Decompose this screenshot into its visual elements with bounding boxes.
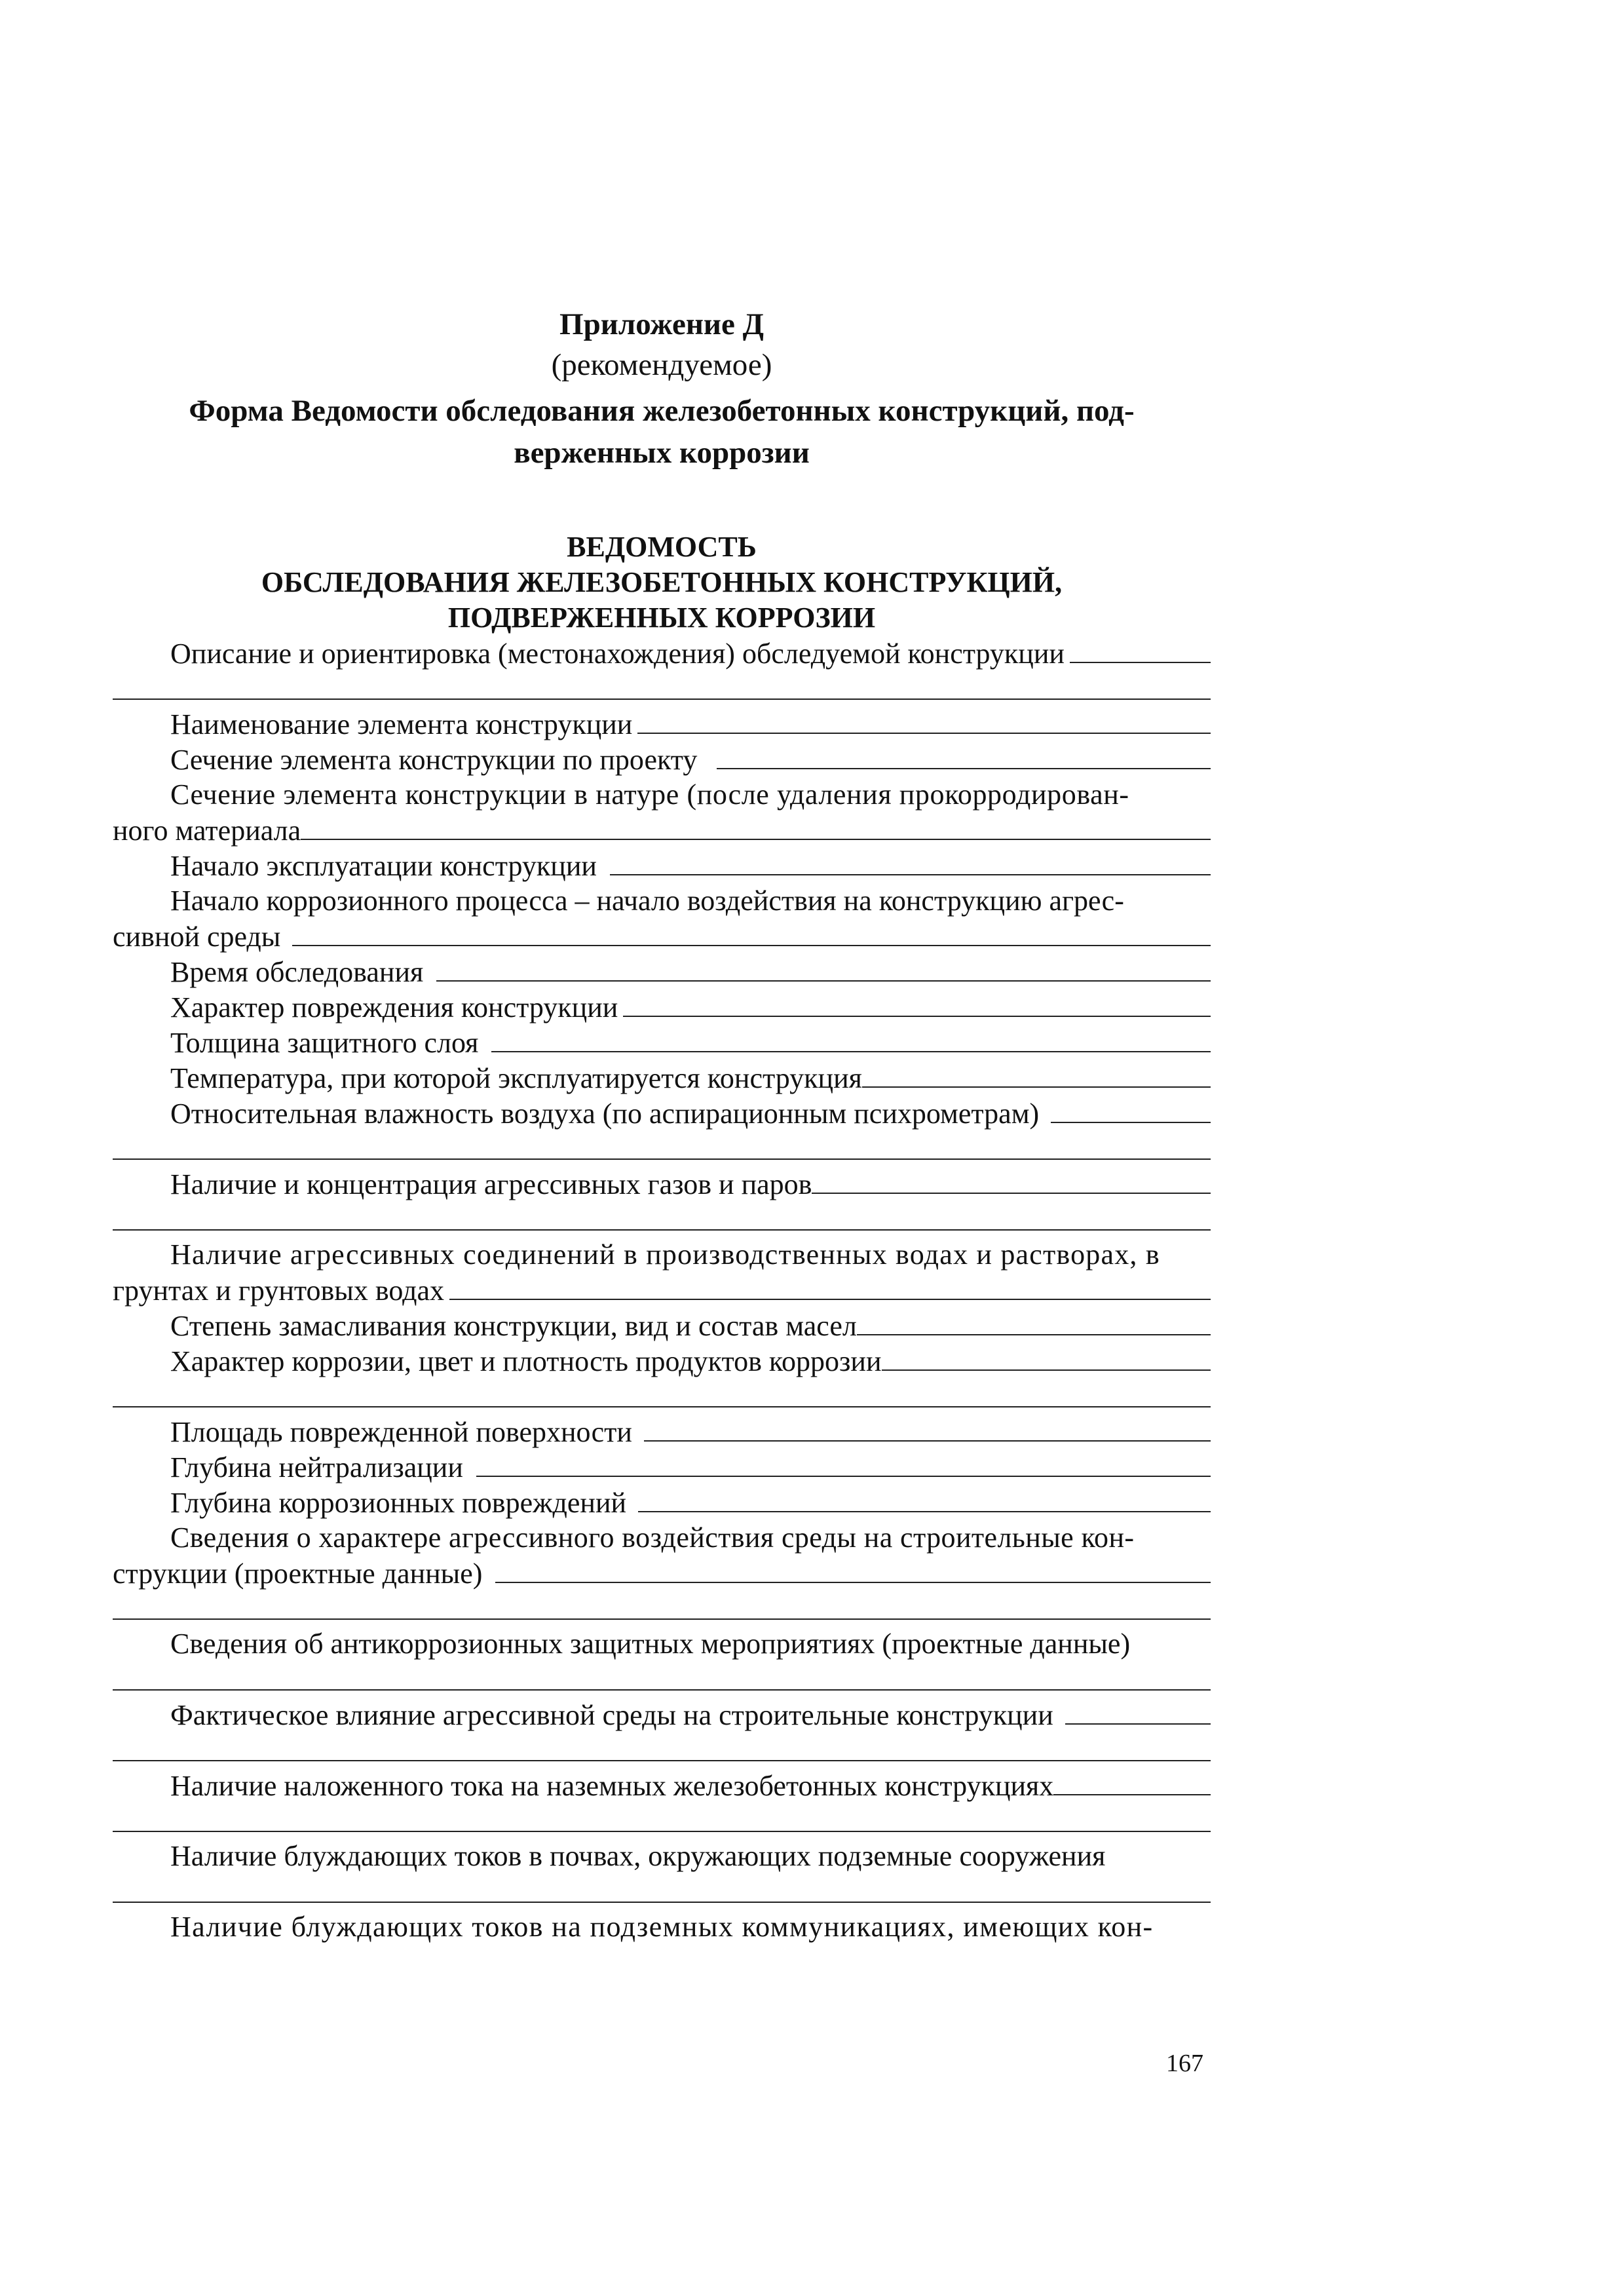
field-label: Сведения о характере агрессивного воздействия среды на строительные кон- [170, 1521, 1135, 1554]
field-label: Глубина коррозионных повреждений [170, 1487, 627, 1519]
field-label: Характер коррозии, цвет и плотность продуктов коррозии [170, 1345, 882, 1377]
field-label: Начало коррозионного процесса – начало воздействия на конструкцию агрес- [170, 885, 1124, 917]
form-title [113, 390, 1211, 474]
field-corrosion-character [113, 1343, 1211, 1379]
form-title-line1: Форма Ведомости обследования железобетонных конструкций, под- [189, 394, 1135, 428]
fill-line[interactable] [857, 1308, 1211, 1335]
field-humidity [113, 1096, 1211, 1131]
fill-line[interactable] [1070, 636, 1211, 663]
field-label: Сведения об антикоррозионных защитных мероприятиях (проектные данные) [170, 1628, 1131, 1660]
field-inspection-time [113, 954, 1211, 989]
statement-subtitle-line2: ПОДВЕРЖЕННЫХ КОРРОЗИИ [447, 602, 876, 634]
field-stray-currents-soil [113, 1839, 1211, 1874]
field-temperature [113, 1060, 1211, 1096]
field-label: Степень замасливания конструкции, вид и состав масел [170, 1310, 857, 1342]
fill-line[interactable] [436, 954, 1211, 982]
fill-line[interactable] [623, 989, 1211, 1017]
field-section-actual-line1 [113, 777, 1211, 813]
field-label: Относительная влажность воздуха (по аспирационным психрометрам) [170, 1098, 1040, 1130]
form-title-line2: верженных коррозии [514, 436, 810, 470]
statement-title: ВЕДОМОСТЬ [567, 531, 757, 563]
field-section-actual-line2 [113, 813, 1211, 848]
field-corrosion-start-line1 [113, 883, 1211, 919]
fill-line[interactable] [862, 1060, 1211, 1088]
fill-line[interactable] [717, 742, 1211, 769]
field-label: грунтах и грунтовых водах [113, 1274, 444, 1307]
blank-line[interactable] [113, 1158, 1211, 1160]
blank-line[interactable] [113, 1831, 1211, 1832]
field-imposed-current [113, 1768, 1211, 1803]
fill-line[interactable] [449, 1272, 1211, 1300]
fill-line[interactable] [1053, 1768, 1211, 1795]
field-label: Площадь поврежденной поверхности [170, 1416, 632, 1448]
field-label: Наличие блуждающих токов на подземных коммуникациях, имеющих кон- [170, 1911, 1154, 1943]
field-cover-thickness [113, 1025, 1211, 1060]
field-label: Глубина нейтрализации [170, 1451, 463, 1483]
fill-line[interactable] [1065, 1697, 1211, 1725]
field-label: струкции (проектные данные) [113, 1558, 483, 1590]
appendix-status: (рекомендуемое) [551, 348, 772, 382]
fill-line[interactable] [292, 919, 1211, 946]
blank-line[interactable] [113, 1760, 1211, 1761]
fill-line[interactable] [1051, 1096, 1211, 1123]
fill-line[interactable] [301, 813, 1211, 840]
field-damage-character [113, 989, 1211, 1025]
field-aggressive-impact-line1 [113, 1520, 1211, 1556]
fill-line[interactable] [638, 1485, 1211, 1512]
fill-line[interactable] [495, 1556, 1211, 1583]
field-corrosion-depth [113, 1485, 1211, 1520]
fill-line[interactable] [491, 1025, 1211, 1052]
field-label: Начало эксплуатации конструкции [170, 850, 597, 882]
fill-line[interactable] [610, 848, 1211, 875]
field-element-name [113, 706, 1211, 742]
field-label: Толщина защитного слоя [170, 1027, 479, 1059]
blank-line[interactable] [113, 1229, 1211, 1231]
blank-line[interactable] [113, 1406, 1211, 1407]
field-label: Наличие и концентрация агрессивных газов и паров [170, 1168, 812, 1200]
field-label: Температура, при которой эксплуатируется конструкция [170, 1062, 862, 1094]
field-label: Наличие наложенного тока на наземных железобетонных конструкциях [170, 1770, 1054, 1802]
fill-line[interactable] [476, 1449, 1211, 1477]
field-label: Наличие агрессивных соединений в производственных водах и растворах, в [170, 1238, 1160, 1271]
appendix-title: Приложение Д [559, 307, 764, 341]
field-label: Описание и ориентировка (местонахождения) обследуемой конструкции [170, 638, 1065, 670]
field-neutralization-depth [113, 1449, 1211, 1485]
fill-line[interactable] [637, 706, 1211, 734]
field-aggressive-impact-line2 [113, 1556, 1211, 1591]
field-label: Характер повреждения конструкции [170, 991, 618, 1024]
blank-line[interactable] [113, 1902, 1211, 1903]
field-damaged-area [113, 1414, 1211, 1449]
content-column [113, 0, 1211, 2296]
statement-subtitle-line1: ОБСЛЕДОВАНИЯ ЖЕЛЕЗОБЕТОННЫХ КОНСТРУКЦИЙ, [261, 566, 1063, 598]
field-label: Наименование элемента конструкции [170, 708, 633, 740]
fill-line[interactable] [644, 1414, 1211, 1442]
fill-line[interactable] [812, 1166, 1211, 1194]
field-label: Время обследования [170, 956, 424, 988]
field-label: сивной среды [113, 921, 281, 953]
field-label: Сечение элемента конструкции в натуре (после удаления прокорродирован- [170, 778, 1129, 811]
field-corrosion-start-line2 [113, 919, 1211, 954]
field-anticorrosion-measures [113, 1626, 1211, 1662]
fill-line[interactable] [882, 1343, 1211, 1371]
blank-line[interactable] [113, 1689, 1211, 1691]
field-label: ного материала [113, 814, 301, 847]
field-actual-influence [113, 1697, 1211, 1732]
field-aggressive-compounds-line1 [113, 1237, 1211, 1272]
field-label: Фактическое влияние агрессивной среды на строительные конструкции [170, 1699, 1053, 1731]
blank-line[interactable] [113, 1618, 1211, 1620]
field-operation-start [113, 848, 1211, 883]
field-section-design [113, 742, 1211, 777]
field-aggressive-gases [113, 1166, 1211, 1202]
field-label: Сечение элемента конструкции по проекту [170, 744, 698, 776]
field-stray-currents-utilities [113, 1909, 1211, 1945]
page-number: 167 [1166, 2050, 1203, 2077]
field-description [113, 636, 1211, 671]
field-label: Наличие блуждающих токов в почвах, окружающих подземные сооружения [170, 1840, 1106, 1872]
field-aggressive-compounds-line2 [113, 1272, 1211, 1308]
field-oiling-degree [113, 1308, 1211, 1343]
blank-line[interactable] [113, 698, 1211, 700]
